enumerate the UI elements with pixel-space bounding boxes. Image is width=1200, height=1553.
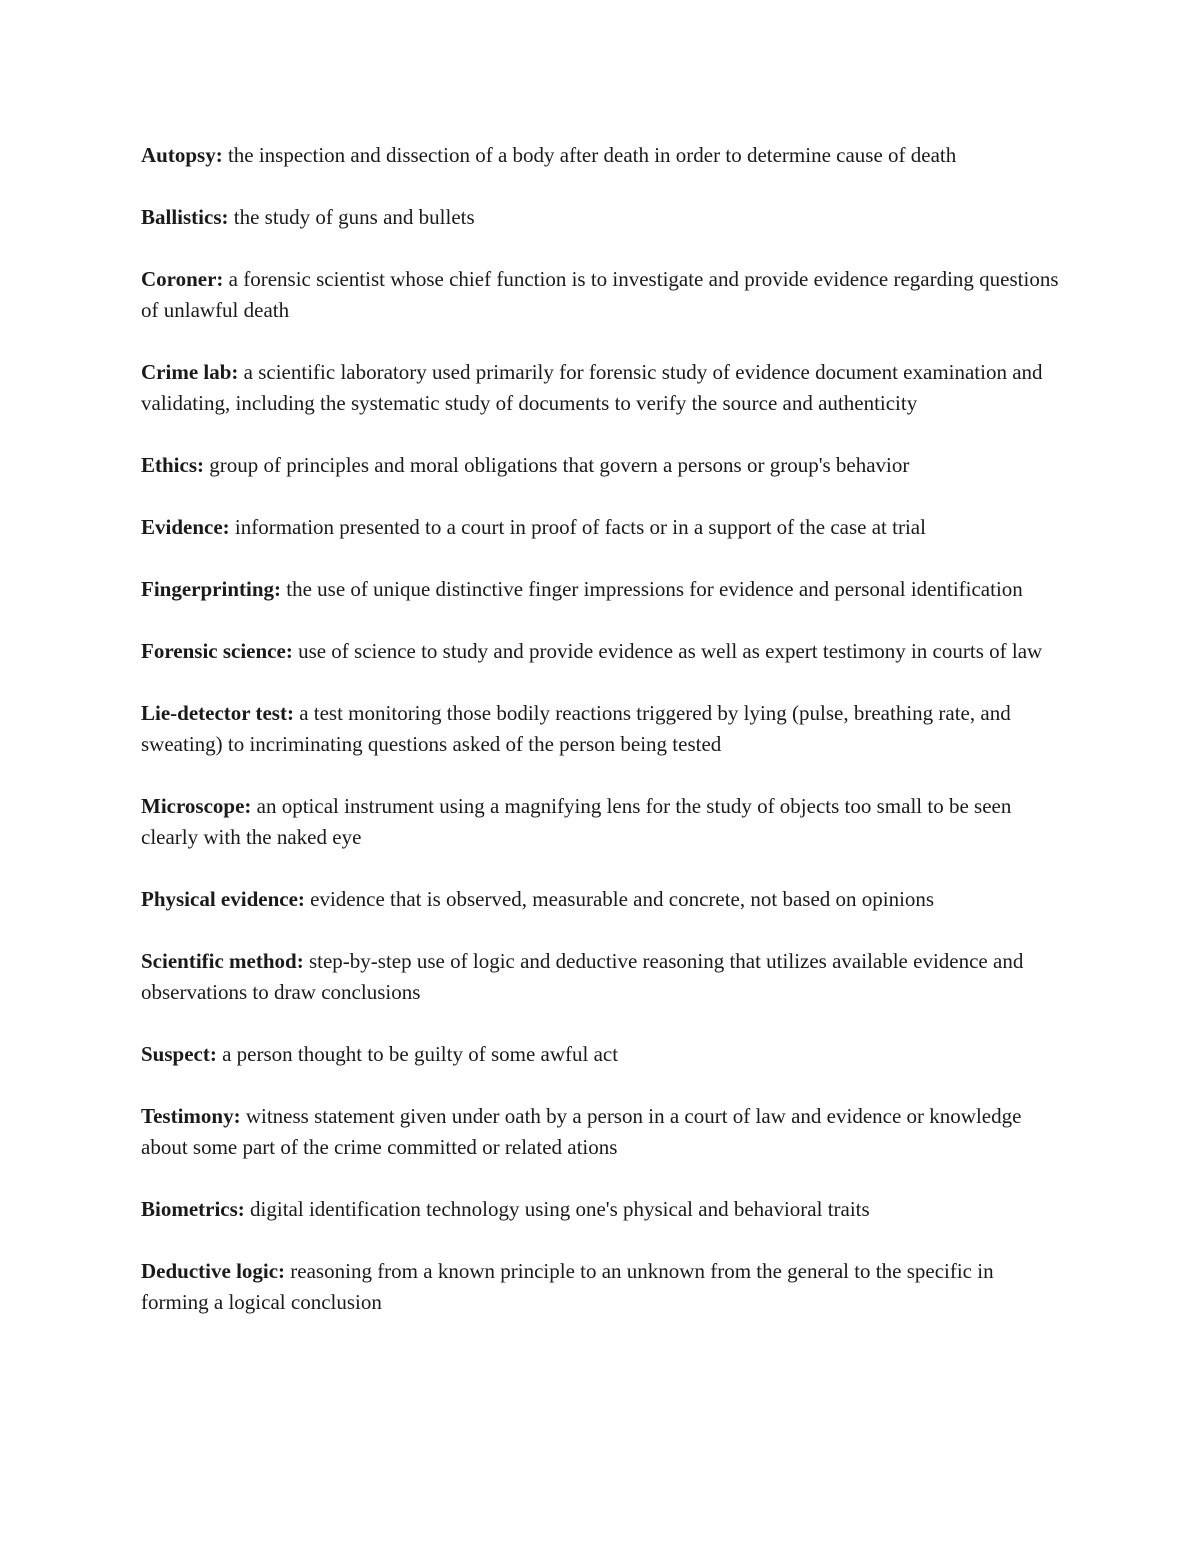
glossary-definition: digital identification technology using one's physical and behavioral traits [250, 1197, 870, 1221]
glossary-term: Microscope: [141, 794, 252, 818]
glossary-entry-biometrics [141, 1194, 1066, 1225]
glossary-entry-scientific-method [141, 946, 1066, 1008]
glossary-term: Deductive logic: [141, 1259, 286, 1283]
glossary-definition: a person thought to be guilty of some awful act [222, 1042, 619, 1066]
glossary-definition: the use of unique distinctive finger impressions for evidence and personal identification [286, 577, 1023, 601]
glossary-term: Suspect: [141, 1042, 217, 1066]
glossary-term: Evidence: [141, 515, 230, 539]
glossary-term: Autopsy: [141, 143, 223, 167]
glossary-term: Testimony: [141, 1104, 241, 1128]
glossary-term: Biometrics: [141, 1197, 245, 1221]
glossary-definition: the inspection and dissection of a body after death in order to determine cause of death [227, 143, 957, 167]
glossary-entry-lie-detector-test [141, 698, 1066, 760]
glossary-term: Coroner: [141, 267, 224, 291]
glossary-entry-testimony [141, 1101, 1066, 1163]
glossary-entry-forensic-science [141, 636, 1066, 667]
glossary-definition: information presented to a court in proof of facts or in a support of the case at trial [234, 515, 926, 539]
glossary-entry-autopsy [141, 140, 1066, 171]
glossary-term: Physical evidence: [141, 887, 305, 911]
glossary-entry-crime-lab [141, 357, 1066, 419]
glossary-term: Crime lab: [141, 360, 239, 384]
glossary-entry-deductive-logic [141, 1256, 1066, 1318]
glossary-definition: group of principles and moral obligations that govern a persons or group's behavior [209, 453, 910, 477]
glossary-term: Fingerprinting: [141, 577, 281, 601]
glossary-term: Forensic science: [141, 639, 293, 663]
glossary-definition: a scientific laboratory used primarily for forensic study of evidence document examination and validating, including the systematic study of documents to verify the source and authenticity [141, 360, 1043, 415]
glossary-definition: witness statement given under oath by a person in a court of law and evidence or knowledge about some part of the crime committed or related ations [141, 1104, 1022, 1159]
glossary-definition: an optical instrument using a magnifying lens for the study of objects too small to be seen clearly with the naked eye [141, 794, 1012, 849]
glossary-term: Ballistics: [141, 205, 229, 229]
document-page [141, 140, 1066, 1349]
glossary-entry-physical-evidence [141, 884, 1066, 915]
glossary-entry-suspect [141, 1039, 1066, 1070]
glossary-term: Lie-detector test: [141, 701, 294, 725]
glossary-definition: the study of guns and bullets [233, 205, 475, 229]
glossary-definition: a test monitoring those bodily reactions triggered by lying (pulse, breathing rate, and sweating) to incriminating questions asked of the person being tested [141, 701, 1011, 756]
glossary-entry-microscope [141, 791, 1066, 853]
glossary-entry-coroner [141, 264, 1066, 326]
glossary-definition: a forensic scientist whose chief function is to investigate and provide evidence regarding questions of unlawful death [141, 267, 1059, 322]
glossary-term: Scientific method: [141, 949, 304, 973]
glossary-term: Ethics: [141, 453, 204, 477]
glossary-definition: use of science to study and provide evidence as well as expert testimony in courts of law [298, 639, 1043, 663]
glossary-entry-fingerprinting [141, 574, 1066, 605]
glossary-definition: reasoning from a known principle to an unknown from the general to the specific in forming a logical conclusion [141, 1259, 994, 1314]
glossary-definition: evidence that is observed, measurable and concrete, not based on opinions [310, 887, 935, 911]
glossary-definition: step-by-step use of logic and deductive reasoning that utilizes available evidence and observations to draw conclusions [141, 949, 1024, 1004]
glossary-entry-evidence [141, 512, 1066, 543]
glossary-entry-ethics [141, 450, 1066, 481]
glossary-entry-ballistics [141, 202, 1066, 233]
